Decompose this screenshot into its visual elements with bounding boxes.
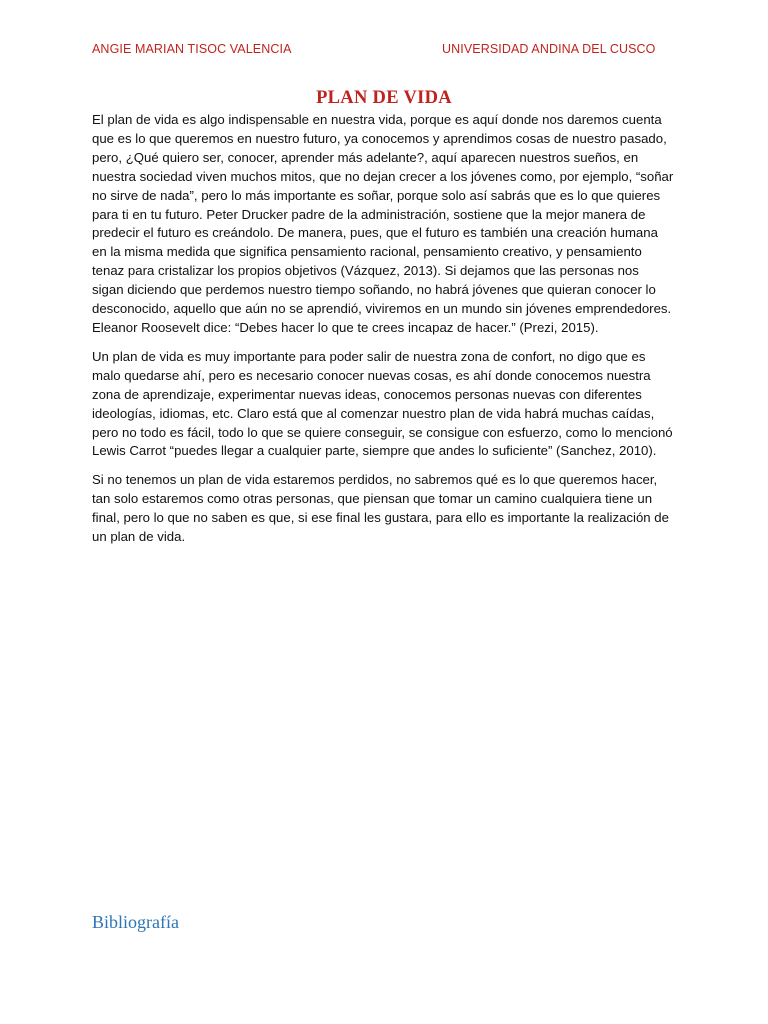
- header-institution: UNIVERSIDAD ANDINA DEL CUSCO: [442, 42, 656, 56]
- header-author: ANGIE MARIAN TISOC VALENCIA: [92, 42, 292, 56]
- paragraph-1: El plan de vida es algo indispensable en nuestra vida, porque es aquí donde nos daremos cuenta que es lo que queremos en nuestro futuro, ya conocemos y aprendimos cosas de nuestro pasado, pero, ¿Qué quiero ser, conocer, aprender más adelante?, aquí aparecen nuestros sueños, en nuestra sociedad viven muchos mitos, que no dejan crecer a los jóvenes como, por ejemplo, “soñar no sirve de nada”, pero lo más importante es soñar, porque solo así sabrás que es lo que quieres para ti en tu futuro. Peter Drucker padre de la administración, sostiene que la mejor manera de predecir el futuro es creándolo. De manera, pues, que el futuro es también una creación humana en la misma medida que significa pensamiento racional, pensamiento creativo, y pensamiento tenaz para cristalizar los propios objetivos (Vázquez, 2013). Si dejamos que las personas nos sigan diciendo que perdemos nuestro tiempo soñando, no habrá jóvenes que quieran conocer lo desconocido, aquello que aún no se aprendió, viviremos en un mundo sin jóvenes emprendedores. Eleanor Roosevelt dice: “Debes hacer lo que te crees incapaz de hacer.” (Prezi, 2015).: [92, 112, 674, 335]
- bibliography-heading: Bibliografía: [92, 912, 179, 932]
- document-title: PLAN DE VIDA: [316, 88, 452, 108]
- paragraph-3: Si no tenemos un plan de vida estaremos perdidos, no sabremos qué es lo que queremos hacer, tan solo estaremos como otras personas, que piensan que tomar un camino cualquiera tiene un final, pero lo que no saben es que, si ese final les gustara, para ello es importante la realización de un plan de vida.: [92, 472, 669, 545]
- document-body: [92, 111, 674, 557]
- paragraph-2: Un plan de vida es muy importante para poder salir de nuestra zona de confort, no digo que es malo quedarse ahí, pero es necesario conocer nuevas cosas, es ahí donde conocemos nuestra zona de aprendizaje, experimentar nuevas ideas, conocemos personas nuevas con diferentes ideologías, idiomas, etc. Claro está que al comenzar nuestro plan de vida habrá muchas caídas, pero no todo es fácil, todo lo que se quiere conseguir, se consigue con esfuerzo, como lo mencionó Lewis Carrot “puedes llegar a cualquier parte, siempre que andes lo suficiente” (Sanchez, 2010).: [92, 348, 673, 459]
